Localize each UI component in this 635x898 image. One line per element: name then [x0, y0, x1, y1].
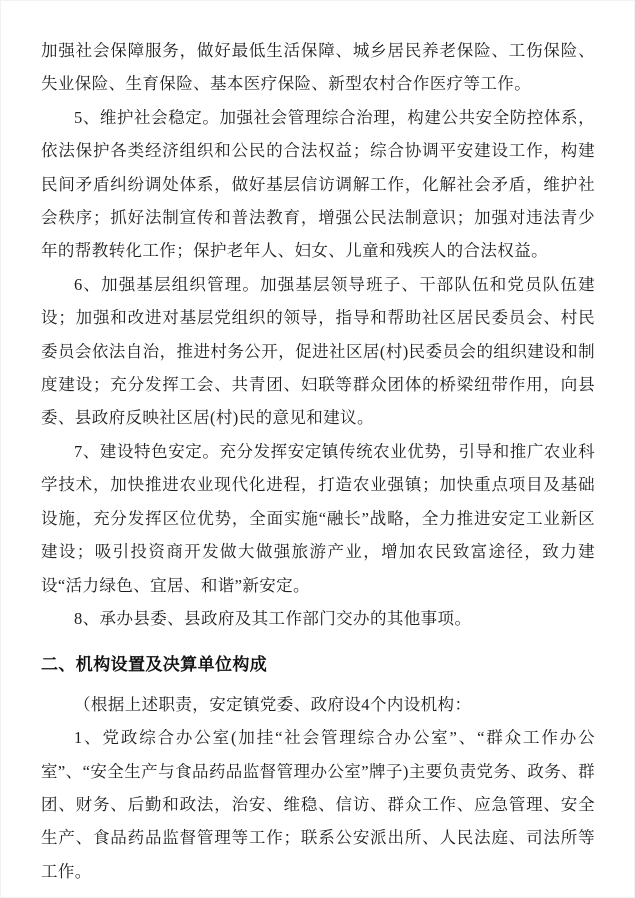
document-body — [41, 34, 595, 888]
section-heading: 二、机构设置及决算单位构成 — [41, 655, 268, 675]
paragraph-item-6: 6、加强基层组织管理。加强基层领导班子、干部队伍和党员队伍建设；加强和改进对基层党组织的领导，指导和帮助社区居民委员会、村民委员会依法自治，推进村务公开，促进社区居(村)民委员会的组织建设和制度建设；充分发挥工会、共青团、妇联等群众团体的桥梁纽带作用，向县委、县政府反映社区居(村)民的意见和建议。 — [41, 274, 595, 428]
paragraph-item-5: 5、维护社会稳定。加强社会管理综合治理，构建公共安全防控体系，依法保护各类经济组织和公民的合法权益；综合协调平安建设工作，构建民间矛盾纠纷调处体系，做好基层信访调解工作，化解社会矛盾，维护社会秩序；抓好法制宣传和普法教育，增强公民法制意识；加强对违法青少年的帮教转化工作；保护老年人、妇女、儿童和残疾人的合法权益。 — [41, 107, 595, 261]
paragraph-item-8: 8、承办县委、县政府及其工作部门交办的其他事项。 — [74, 608, 472, 628]
paragraph-org-1: 1、党政综合办公室(加挂“社会管理综合办公室”、“群众工作办公室”、“安全生产与食品药品监督管理办公室”牌子)主要负责党务、政务、群团、财务、后勤和政法，治安、维稳、信访、群众工作、应急管理、安全生产、食品药品监督管理等工作；联系公安派出所、人民法庭、司法所等工作。 — [41, 728, 595, 881]
paragraph-section-intro: （根据上述职责，安定镇党委、政府设4个内设机构： — [74, 694, 472, 714]
paragraph-item-7: 7、建设特色安定。充分发挥安定镇传统农业优势，引导和推广农业科学技术，加快推进农业现代化进程，打造农业强镇；加快重点项目及基础设施，充分发挥区位优势，全面实施“融长”战略，全力推进安定工业新区建设；吸引投资商开发做大做强旅游产业，增加农民致富途径，致力建设“活力绿色、宜居、和谐”新安定。 — [41, 441, 595, 595]
paragraph-continuation: 加强社会保障服务，做好最低生活保障、城乡居民养老保险、工伤保险、失业保险、生育保险、基本医疗保险、新型农村合作医疗等工作。 — [41, 41, 595, 94]
